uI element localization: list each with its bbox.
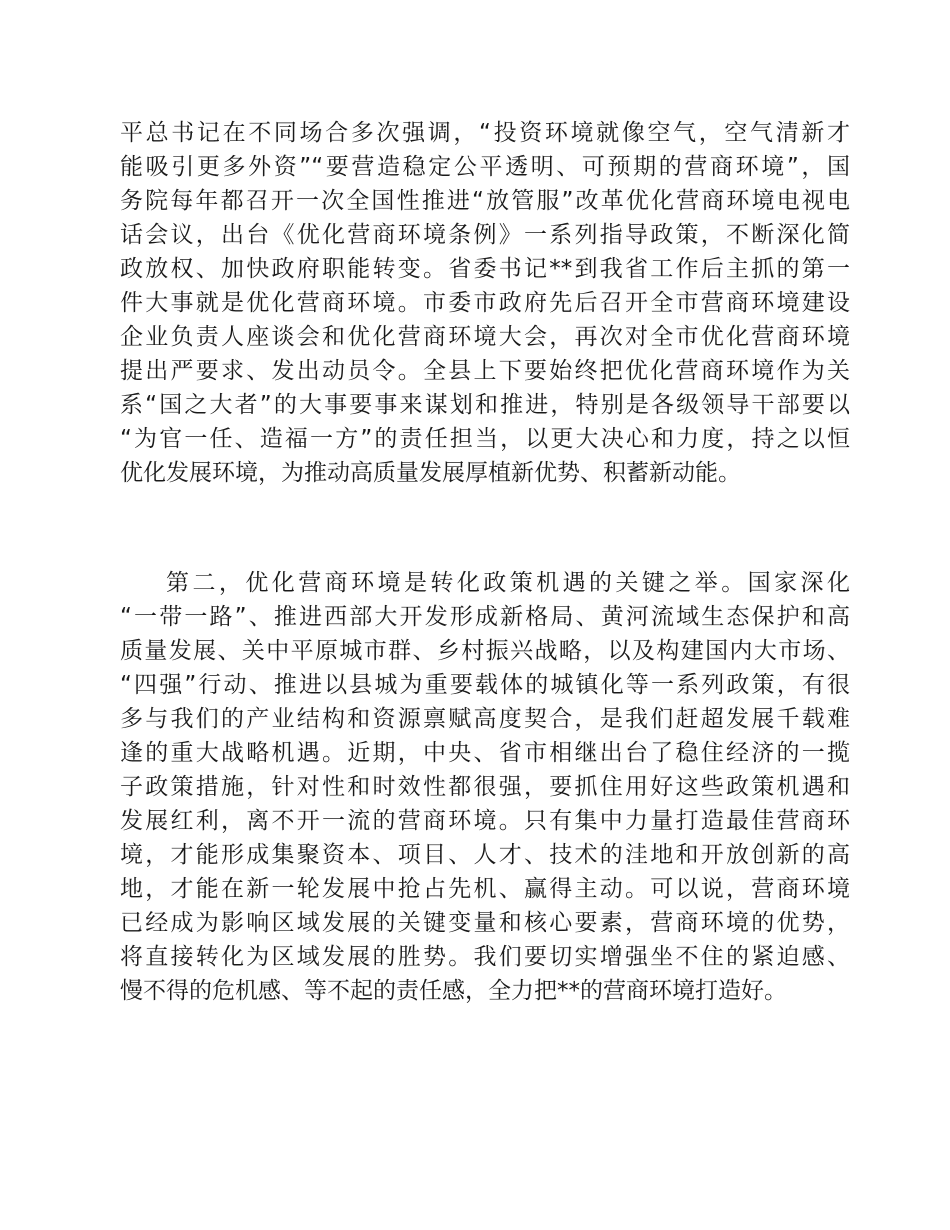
paragraph-line: 发展红利，离不开一流的营商环境。只有集中力量打造最佳营商环 [120,808,850,834]
paragraph-line: 子政策措施，针对性和时效性都很强，要抓住用好这些政策机遇和 [120,774,850,800]
paragraph-line: 系“国之大者”的大事要事来谋划和推进，特别是各级领导干部要以 [120,392,850,418]
paragraph-line: 境，才能形成集聚资本、项目、人才、技术的洼地和开放创新的高 [120,842,850,868]
paragraph-line: “为官一任、造福一方”的责任担当，以更大决心和力度，持之以恒 [120,426,850,452]
paragraph-line: 话会议，出台《优化营商环境条例》一系列指导政策，不断深化简 [120,222,850,248]
paragraph-1 [120,116,850,490]
paragraph-line: 已经成为影响区域发展的关键变量和核心要素，营商环境的优势， [120,910,850,936]
paragraph-line: “四强”行动、推进以县城为重要载体的城镇化等一系列政策，有很 [120,672,850,698]
paragraph-line: “一带一路”、推进西部大开发形成新格局、黄河流域生态保护和高 [120,604,850,630]
paragraph-line: 平总书记在不同场合多次强调，“投资环境就像空气，空气清新才 [120,120,850,146]
paragraph-line: 慢不得的危机感、等不起的责任感，全力把**的营商环境打造好。 [120,978,787,1004]
paragraph-line: 件大事就是优化营商环境。市委市政府先后召开全市营商环境建设 [120,290,850,316]
paragraph-line: 逢的重大战略机遇。近期，中央、省市相继出台了稳住经济的一揽 [120,740,850,766]
paragraph-line: 将直接转化为区域发展的胜势。我们要切实增强坐不住的紧迫感、 [120,944,850,970]
paragraph-line: 企业负责人座谈会和优化营商环境大会，再次对全市优化营商环境 [120,324,850,350]
paragraph-line: 提出严要求、发出动员令。全县上下要始终把优化营商环境作为关 [120,358,850,384]
paragraph-line: 质量发展、关中平原城市群、乡村振兴战略，以及构建国内大市场、 [120,638,850,664]
paragraph-line: 能吸引更多外资”“要营造稳定公平透明、可预期的营商环境”，国 [120,154,850,180]
paragraph-line: 多与我们的产业结构和资源禀赋高度契合，是我们赶超发展千载难 [120,706,850,732]
paragraph-line: 第二，优化营商环境是转化政策机遇的关键之举。国家深化 [166,570,850,596]
paragraph-line: 地，才能在新一轮发展中抢占先机、赢得主动。可以说，营商环境 [120,876,850,902]
paragraph-line: 政放权、加快政府职能转变。省委书记**到我省工作后主抓的第一 [120,256,850,282]
paragraph-2 [120,566,850,1008]
paragraph-line: 优化发展环境，为推动高质量发展厚植新优势、积蓄新动能。 [120,460,741,486]
paragraph-line: 务院每年都召开一次全国性推进“放管服”改革优化营商环境电视电 [120,188,850,214]
